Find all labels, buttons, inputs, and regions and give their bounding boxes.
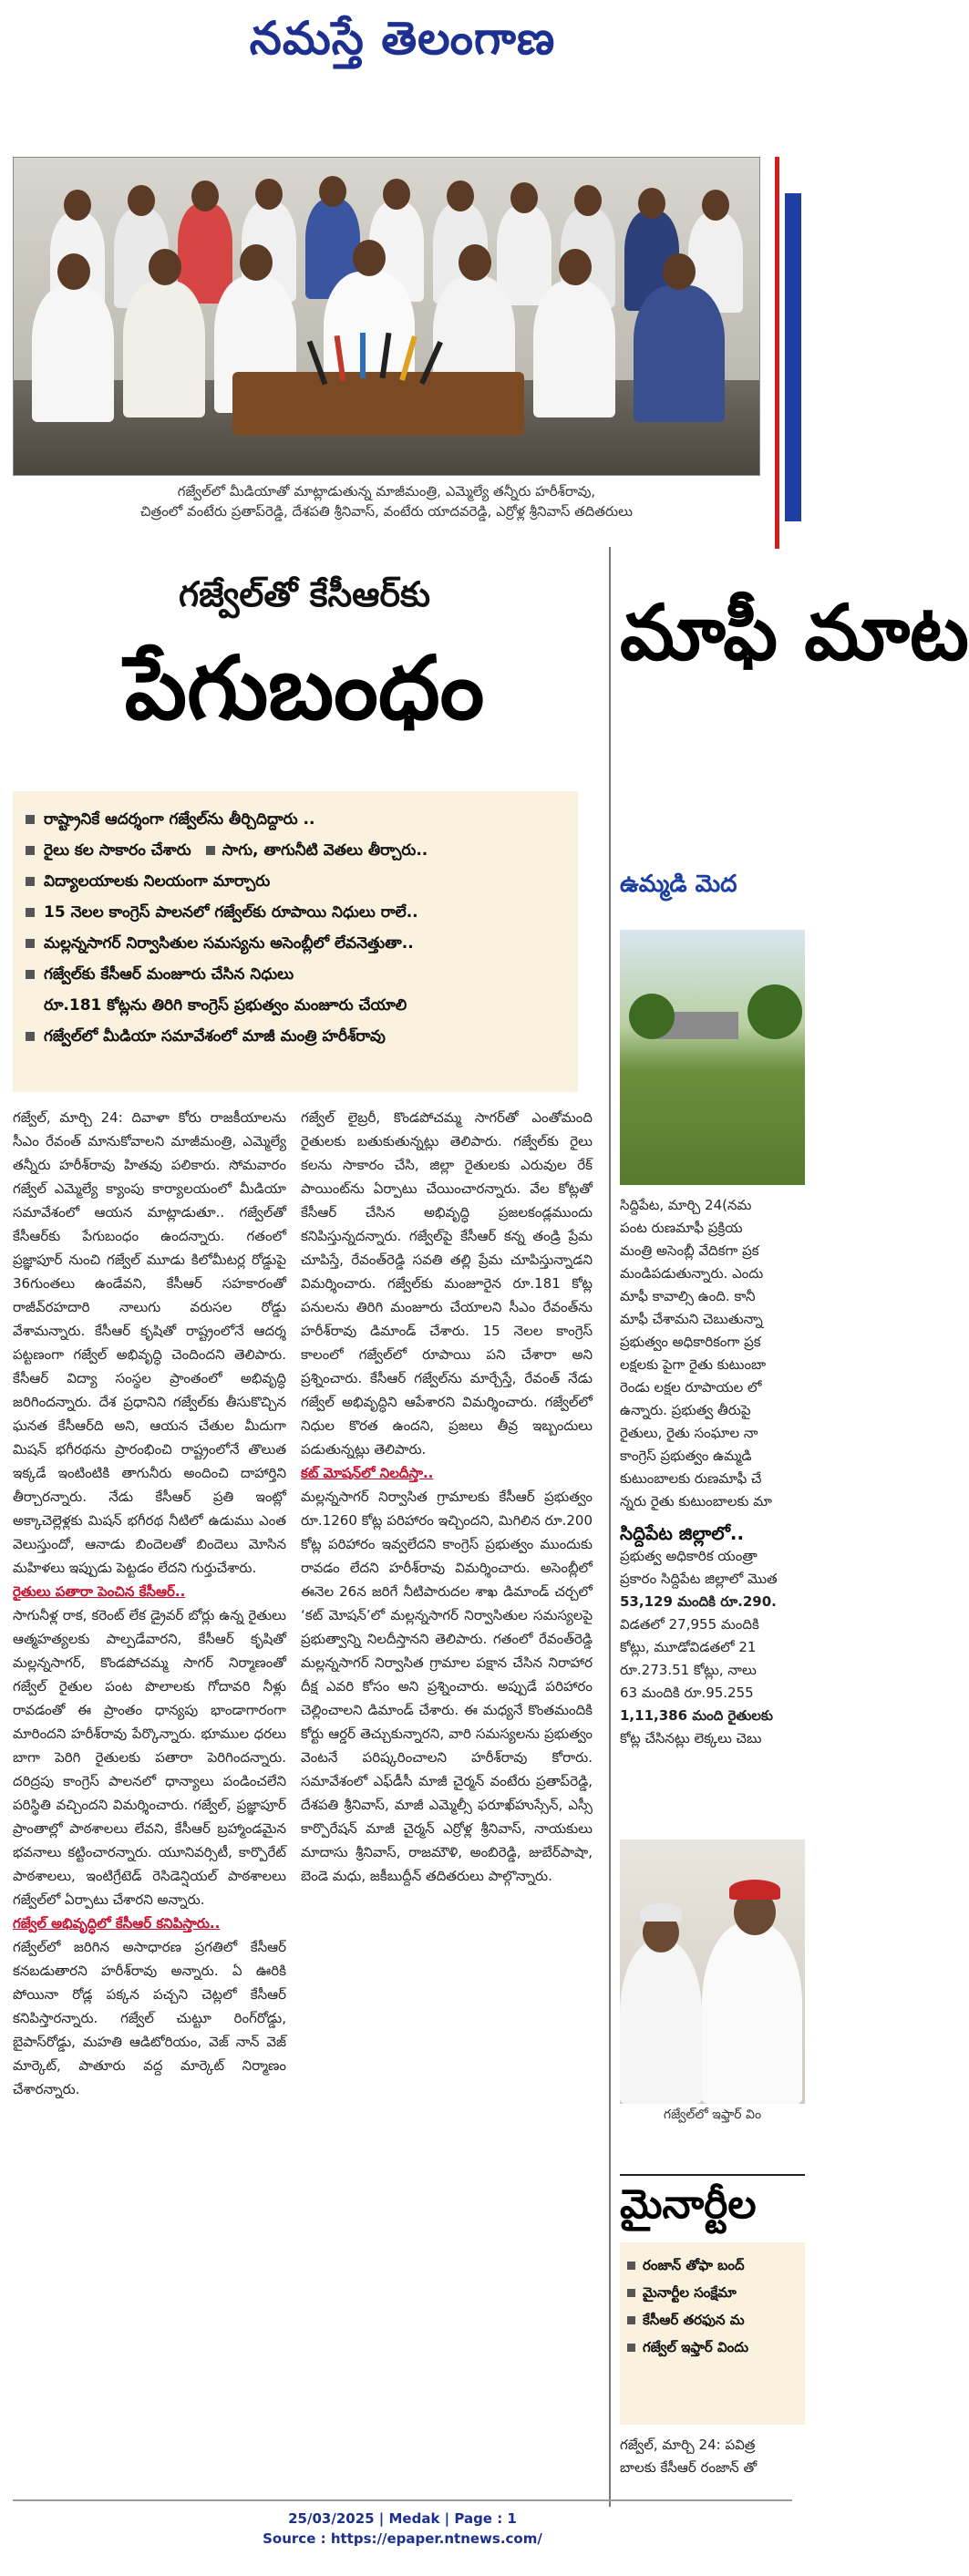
right-body-line: ప్రకారం సిద్దిపేట జిల్లాలో మొత: [620, 1571, 778, 1587]
highlight-item: మల్లన్నసాగర్ నిర్వాసితుల సమస్యను అసెంబ్లీలో లేవనెత్తుతా..: [26, 928, 565, 959]
article-paragraph: సాగునీళ్ల రాక, కరెంట్ లేక డ్రైవర్ బోర్లు ఉన్న రైతులు ఆత్మహత్యలకు పాల్పడేవారని, కేసీఆర్ కృషితో మల్లన్నసాగర్, కొండపోచమ్మ సాగర్ నిర్మాణంతో గజ్వేల్ రైతుల పంట పొలాలకు గోదావరి నీళ్లు రావడంతో ఈ ప్రాంతం ధాన్యపు భాండాగారంగా మారిందని హరీశ్‌రావు పేర్కొన్నారు. భూముల ధరలు బాగా పెరిగి రైతులకు పతారా పెరిగిందన్నారు. దరిద్రపు కాంగ్రెస్ పాలనలో ధాన్యాలు పండించలేని పరిస్థితి వచ్చిందని విమర్శించారు. గజ్వేల్, ప్రజ్ఞాపూర్ ప్రాంతాల్లో పాఠశాలలు లేవని, కేసీఆర్ బ్రహ్మాండమైన భవనాలు కట్టించారన్నారు. యూనివర్సిటీ, కార్పొరేట్ పాఠశాలలు, ఇంటిగ్రేటెడ్ రెసిడెన్షియల్ పాఠశాలలు గజ్వేల్‌లో ఏర్పాటు చేశారని అన్నారు.: [13, 1607, 286, 1908]
press-meet-photo: [13, 157, 760, 476]
photo-person-seated: [634, 285, 725, 422]
highlight-item: కేసీఆర్ తరఫున మ: [627, 2306, 798, 2334]
photo-head: [255, 179, 283, 210]
right-body-line: పంట రుణమాఫీ ప్రక్రియ: [620, 1220, 743, 1236]
photo-head: [149, 249, 181, 285]
right-body-line: 63 మందికి రూ.95.255: [620, 1685, 754, 1701]
bullet-icon: [627, 2344, 635, 2352]
article-subhead: గజ్వేల్ అభివృద్ధిలో కేసీఆర్ కనిపిస్తారు..: [13, 1915, 221, 1932]
right-body-line: ఉన్నారు. ప్రభుత్వ తీరుపై: [620, 1402, 751, 1418]
right-body-line: రూ.273.51 కోట్లు, నాలు: [620, 1662, 757, 1678]
photo-person-seated: [123, 281, 205, 417]
right-body-line: ప్రభుత్వం అధికారికంగా ప్రక: [620, 1334, 761, 1350]
cap-icon: [640, 1903, 682, 1922]
right-body-line: రెండు లక్షల రూపాయల లో: [620, 1379, 762, 1396]
highlights-box: [13, 791, 578, 1092]
photo-head: [702, 190, 729, 221]
cap-icon: [729, 1880, 780, 1900]
article-headline: పేగుబంధం: [124, 636, 485, 739]
right-article-body: [620, 1194, 805, 1750]
photo-head: [638, 188, 665, 219]
footer-rule: [13, 2499, 792, 2501]
ad-strip-inner: [785, 193, 801, 521]
article-column-2: [301, 1106, 593, 1888]
bullet-icon: [26, 939, 35, 948]
photo-head: [459, 244, 491, 281]
photo-caption-line: చిత్రంలో వంటేరు ప్రతాప్‌రెడ్డి, దేశపతి శ్రీనివాస్, వంటేరు యాదవరెడ్డి, ఎర్రోళ్ల శ్రీనివాస్ తదితరులు: [140, 503, 633, 520]
highlight-item: మైనార్టీల సంక్షేమా: [627, 2279, 798, 2306]
photo-head: [191, 180, 219, 211]
photo-head: [57, 253, 90, 290]
bullet-icon: [627, 2316, 635, 2324]
photo-person: [702, 1922, 802, 2104]
article-paragraph: గజ్వేల్, మార్చి 24: దివాళా కోరు రాజకీయాలను సీఎం రేవంత్ మానుకోవాలని మాజీమంత్రి, ఎమ్మెల్యే తన్నీరు హరీశ్‌రావు హితవు పలికారు. సోమవారం గజ్వేల్ ఎమ్మెల్యే క్యాంపు కార్యాలయంలో మీడియా సమావేశంలో ఆయన మాట్లాడుతూ.. గజ్వేల్‌తో కేసీఆర్‌కు పేగుబంధం ఉందన్నారు. గతంలో ప్రజ్ఞాపూర్ నుంచి గజ్వేల్ మూడు కిలోమీటర్ల రోడ్డుపై 36గుంతలు ఉండేవని, కేసీఆర్ సహకారంతో రాజీవ్‌రహదారి నాలుగు వరుసల రోడ్డు వేశామన్నారు. కేసీఆర్ కృషితో రాష్ట్రంలోనే ఆదర్శ పట్టణంగా గజ్వేల్ అభివృద్ధి చెందిందని తెలిపారు. కేసీఆర్ విద్యా సంస్థల ప్రాంతంలో అభివృద్ధి జరిగిందన్నారు. దేశ ప్రధానిని గజ్వేల్‌కు తీసుకొచ్చిన ఘనత కేసీఆర్‌ది అని, ఆయన చేతుల మీదుగా మిషన్ భగీరథను ప్రారంభించి రాష్ట్రంలోనే తొలుత ఇక్కడే ఇంటింటికి తాగునీరు అందించి దాహార్తిని తీర్చారన్నారు. నేడు కేసీఆర్ ప్రతి ఇంట్లో అక్కాచెల్లెళ్లకు మిషన్ భగీరథ నీటిలో ఉడుము ఎంత వెలుస్తుందో, ఆనాడు బిందెలతో బిందెలు మోసిన మహిళలు ఇప్పుడు పెట్టడం లేదని గుర్తుచేశారు.: [13, 1109, 286, 1576]
bullet-icon: [627, 2262, 635, 2270]
newspaper-logo: నమస్తే తెలంగాణ: [249, 11, 556, 65]
right-section-title: సిద్దిపేట జిల్లాలో..: [620, 1522, 745, 1544]
right-body-line: మాఫీ కావాల్సి ఉంది. కానీ: [620, 1288, 756, 1304]
photo-person-seated: [32, 285, 114, 422]
adjacent-ad-strip: [775, 157, 805, 549]
microphone-icon: [360, 333, 366, 378]
photo-head: [128, 185, 155, 216]
right-body-line: మంత్రి అసెంబ్లీ వేదికగా ప్రక: [620, 1242, 759, 1259]
right-body-line: మాఫీ చేశామని చెబుతున్నా: [620, 1311, 763, 1327]
photo-table: [232, 372, 524, 436]
highlight-item: విద్యాలయాలకు నిలయంగా మార్చారు: [26, 866, 565, 897]
photo-head: [447, 180, 474, 211]
photo-head: [64, 190, 91, 221]
photo-tree: [629, 994, 675, 1039]
bullet-icon: [206, 846, 215, 855]
article-column-1: [13, 1106, 286, 2101]
photo-head: [559, 249, 592, 285]
photo-caption: [13, 481, 760, 521]
bullet-icon: [26, 908, 35, 917]
minority-headline: మైనార్టీల: [620, 2174, 805, 2238]
right-body-line: కోట్లు, మూడోవిడతలో 21: [620, 1639, 757, 1655]
footer-date-edition: 25/03/2025 | Medak | Page : 1: [288, 2510, 517, 2527]
photo-head: [353, 240, 386, 276]
article-subhead: రైతులు పతారా పెంచిన కేసీఆర్..: [13, 1583, 186, 1600]
photo-tree: [747, 984, 802, 1039]
article-kicker: గజ్వేల్‌తో కేసీఆర్‌కు: [178, 574, 431, 614]
highlight-item: గజ్వేల్ ఇఫ్తార్ విందు: [627, 2334, 798, 2361]
page-footer: [0, 2509, 805, 2549]
bullet-icon: [26, 1032, 35, 1041]
right-body-line: రైతులు, రైతు సంఘాల నా: [620, 1425, 758, 1441]
highlight-item: 15 నెలల కాంగ్రెస్ పాలనలో గజ్వేల్‌కు రూపాయి నిధులు రాలే..: [26, 897, 565, 928]
highlight-item: గజ్వేల్‌లో మీడియా సమావేశంలో మాజీ మంత్రి హరీశ్‌రావు: [26, 1021, 565, 1052]
right-body-line: న్నరు రైతు కుటుంబాలకు మా: [620, 1493, 772, 1510]
minority-article-body: [620, 2434, 805, 2479]
photo-head: [240, 244, 273, 281]
bullet-icon: [26, 970, 35, 979]
highlight-item: రాష్ట్రానికే ఆదర్శంగా గజ్వేల్‌ను తీర్చిదిద్దారు ..: [26, 804, 565, 835]
masthead: [0, 0, 805, 82]
highlight-item: గజ్వేల్‌కు కేసీఆర్ మంజూరు చేసిన నిధులు: [26, 959, 565, 990]
right-body-line: 1,11,386 మంది రైతులకు: [620, 1707, 773, 1724]
photo-head: [663, 253, 696, 290]
right-body-line: లక్షలకు పైగా రైతు కుటుంబా: [620, 1356, 767, 1373]
footer-source-link[interactable]: Source : https://epaper.ntnews.com/: [263, 2530, 542, 2547]
right-body-line: సిద్దిపేట, మార్చి 24(నమ: [620, 1197, 752, 1213]
right-body-line: ప్రభుత్వ అధికారిక యంత్రా: [620, 1548, 758, 1564]
article-paragraph: గజ్వేల్ లైబ్రరీ, కొండపోచమ్మ సాగర్‌తో ఎంతోమంది రైతులకు బతుకుతున్నట్లు తెలిపారు. గజ్వేల్‌కు రైలు కలను సాకారం చేసి, జిల్లా రైతులకు ఎరువుల రేక్ పాయింట్‌ను ఏర్పాటు చేయించారన్నారు. వేల కోట్లతో కేసీఆర్ చేసిన అభివృద్ధి ప్రజలకండ్లముందు కనిపిస్తున్నదన్నారు. గజ్వేల్‌పై కేసీఆర్ కన్న తండ్రి ప్రేమ చూపిస్తే, రేవంత్‌రెడ్డి సవతి తల్లి ప్రేమ చూపిస్తున్నాడని విమర్శించారు. గజ్వేల్‌కు మంజూరైన రూ.181 కోట్ల పనులను తిరిగి మంజూరు చేయాలని సీఎం రేవంత్‌ను హరీశ్‌రావు డిమాండ్ చేశారు. 15 నెలల కాంగ్రెస్ కాలంలో గజ్వేల్‌లో రూపాయి పని చేశారా అని ప్రశ్నించారు. కేసీఆర్ గజ్వేల్‌ను మార్చేస్తే, రేవంత్ నేడు గజ్వేల్ అభివృద్ధిని ఆపేశారని విమర్శించారు. గజ్వేల్‌లో నిధుల కొరత ఉందని, ప్రజలు తీవ్ర ఇబ్బందులు పడుతున్నట్లు తెలిపారు.: [301, 1109, 593, 1458]
minority-highlights-box: [620, 2242, 805, 2425]
photo-head: [383, 179, 410, 210]
right-body-line: కోట్ల చేసినట్లు లెక్కలు చెబు: [620, 1730, 762, 1747]
right-body-line: కాంగ్రెస్ ప్రభుత్వం ఉమ్మడి: [620, 1448, 752, 1464]
column-divider: [609, 547, 611, 2507]
bullet-icon: [26, 877, 35, 886]
right-body-line: 53,129 మందికి రూ.290.: [620, 1593, 777, 1610]
right-body-line: విడతలో 27,955 మందికి: [620, 1616, 759, 1633]
iftar-photo: [620, 1839, 805, 2104]
right-body-line: గజ్వేల్, మార్చి 24: పవిత్ర: [620, 2437, 756, 2453]
photo-person: [620, 1940, 702, 2104]
bullet-icon: [26, 846, 35, 855]
photo-caption-line: గజ్వేల్‌లో మీడియాతో మాట్లాడుతున్న మాజీమంత్రి, ఎమ్మెల్యే తన్నీరు హరీశ్‌రావు,: [177, 483, 596, 500]
photo-head: [319, 176, 346, 207]
article-paragraph: మల్లన్నసాగర్ నిర్వాసిత గ్రామాలకు కేసీఆర్ ప్రభుత్వం రూ.1260 కోట్ల పరిహారం ఇచ్చిందని, మిగిలిన రూ.200 కోట్ల పరిహారం ఇవ్వలేదని కాంగ్రెస్ ప్రభుత్వం ముందుకు రావడం లేదని హరీశ్‌రావు విమర్శించారు. అసెంబ్లీలో ఈనెల 26న జరిగే నీటిపారుదల శాఖ డిమాండ్ చర్చలో ‘కట్ మోషన్’లో మల్లన్నసాగర్ నిర్వాసితుల సమస్యలపై ప్రభుత్వాన్ని నిలదీస్తానని తెలిపారు. గతంలో రేవంత్‌రెడ్డి మల్లన్నసాగర్ నిర్వాసిత గ్రామాల పక్షాన చేసిన నిరాహార దీక్ష ఎవరి కోసం అని ప్రశ్నించారు. అప్పుడే పరిహారం చెల్లించాలని డిమాండ్ చేశారు. ఈ మధ్యనే కొంతమందికి కోర్టు ఆర్డర్ తెచ్చుకున్నారని, వారి సమస్యలను ప్రభుత్వం వెంటనే పరిష్కరించాలని హరీశ్‌రావు కోరారు. సమావేశంలో ఎఫ్‌డీసీ మాజీ చైర్మన్ వంటేరు ప్రతాప్‌రెడ్డి, దేశపతి శ్రీనివాస్, మాజీ ఎమ్మెల్సీ ఫరూఖ్‌హుస్సేన్, ఎస్సీ కార్పొరేషన్ మాజీ చైర్మన్ ఎర్రోళ్ల శ్రీనివాస్, నాయకులు మాదాసు శ్రీనివాస్, రాజమౌళి, అంబిరెడ్డి, జుబేర్‌పాషా, బెండె మధు, జకీబుద్దీన్ తదితరులు పాల్గొన్నారు.: [301, 1489, 593, 1884]
photo-head: [510, 182, 538, 213]
right-article-subhead: ఉమ్మడి మెద: [620, 871, 737, 898]
article-paragraph: గజ్వేల్‌లో జరిగిన అసాధారణ ప్రగతిలో కేసీఆర్ కనబడుతారని హరీశ్‌రావు అన్నారు. ఏ ఊరికి పోయినా రోడ్ల పక్కన పచ్చని చెట్లలో కేసీఆర్ కనిపిస్తారన్నారు. గజ్వేల్ చుట్టూ రింగ్‌రోడ్డు, బైపాస్‌రోడ్డు, మహతి ఆడిటోరియం, వెజ్ నాన్ వెజ్ మార్కెట్, పాతూరు వద్ద మార్కెట్ నిర్మాణం చేశారన్నారు.: [13, 1939, 286, 2097]
bullet-icon: [26, 815, 35, 824]
iftar-photo-caption: గజ్వేల్‌లో ఇఫ్తార్ విం: [663, 2107, 762, 2122]
highlight-item: రూ.181 కోట్లను తిరిగి కాంగ్రెస్ ప్రభుత్వం మంజూరు చేయాలి: [44, 996, 407, 1015]
right-body-line: బాలకు కేసీఆర్ రంజాన్ తో: [620, 2459, 758, 2476]
photo-head: [574, 185, 602, 216]
right-body-line: కుటుంబాలకు రుణమాఫీ చే: [620, 1470, 762, 1487]
photo-person-seated: [533, 281, 615, 417]
highlight-item: రంజాన్ తోఫా బంద్: [627, 2251, 798, 2279]
right-article-headline: మాఫీ మాట: [620, 587, 969, 677]
right-body-line: మండిపడుతున్నారు. ఎందు: [620, 1265, 764, 1282]
bullet-icon: [627, 2289, 635, 2297]
photo-person: [497, 205, 552, 305]
highlight-item: రైలు కల సాకారం చేశారు సాగు, తాగునీటి వెతలు తీర్చారు..: [26, 835, 565, 866]
article-subhead: కట్ మోషన్‌లో నిలదీస్తా..: [301, 1465, 434, 1481]
field-photo: [620, 930, 805, 1185]
